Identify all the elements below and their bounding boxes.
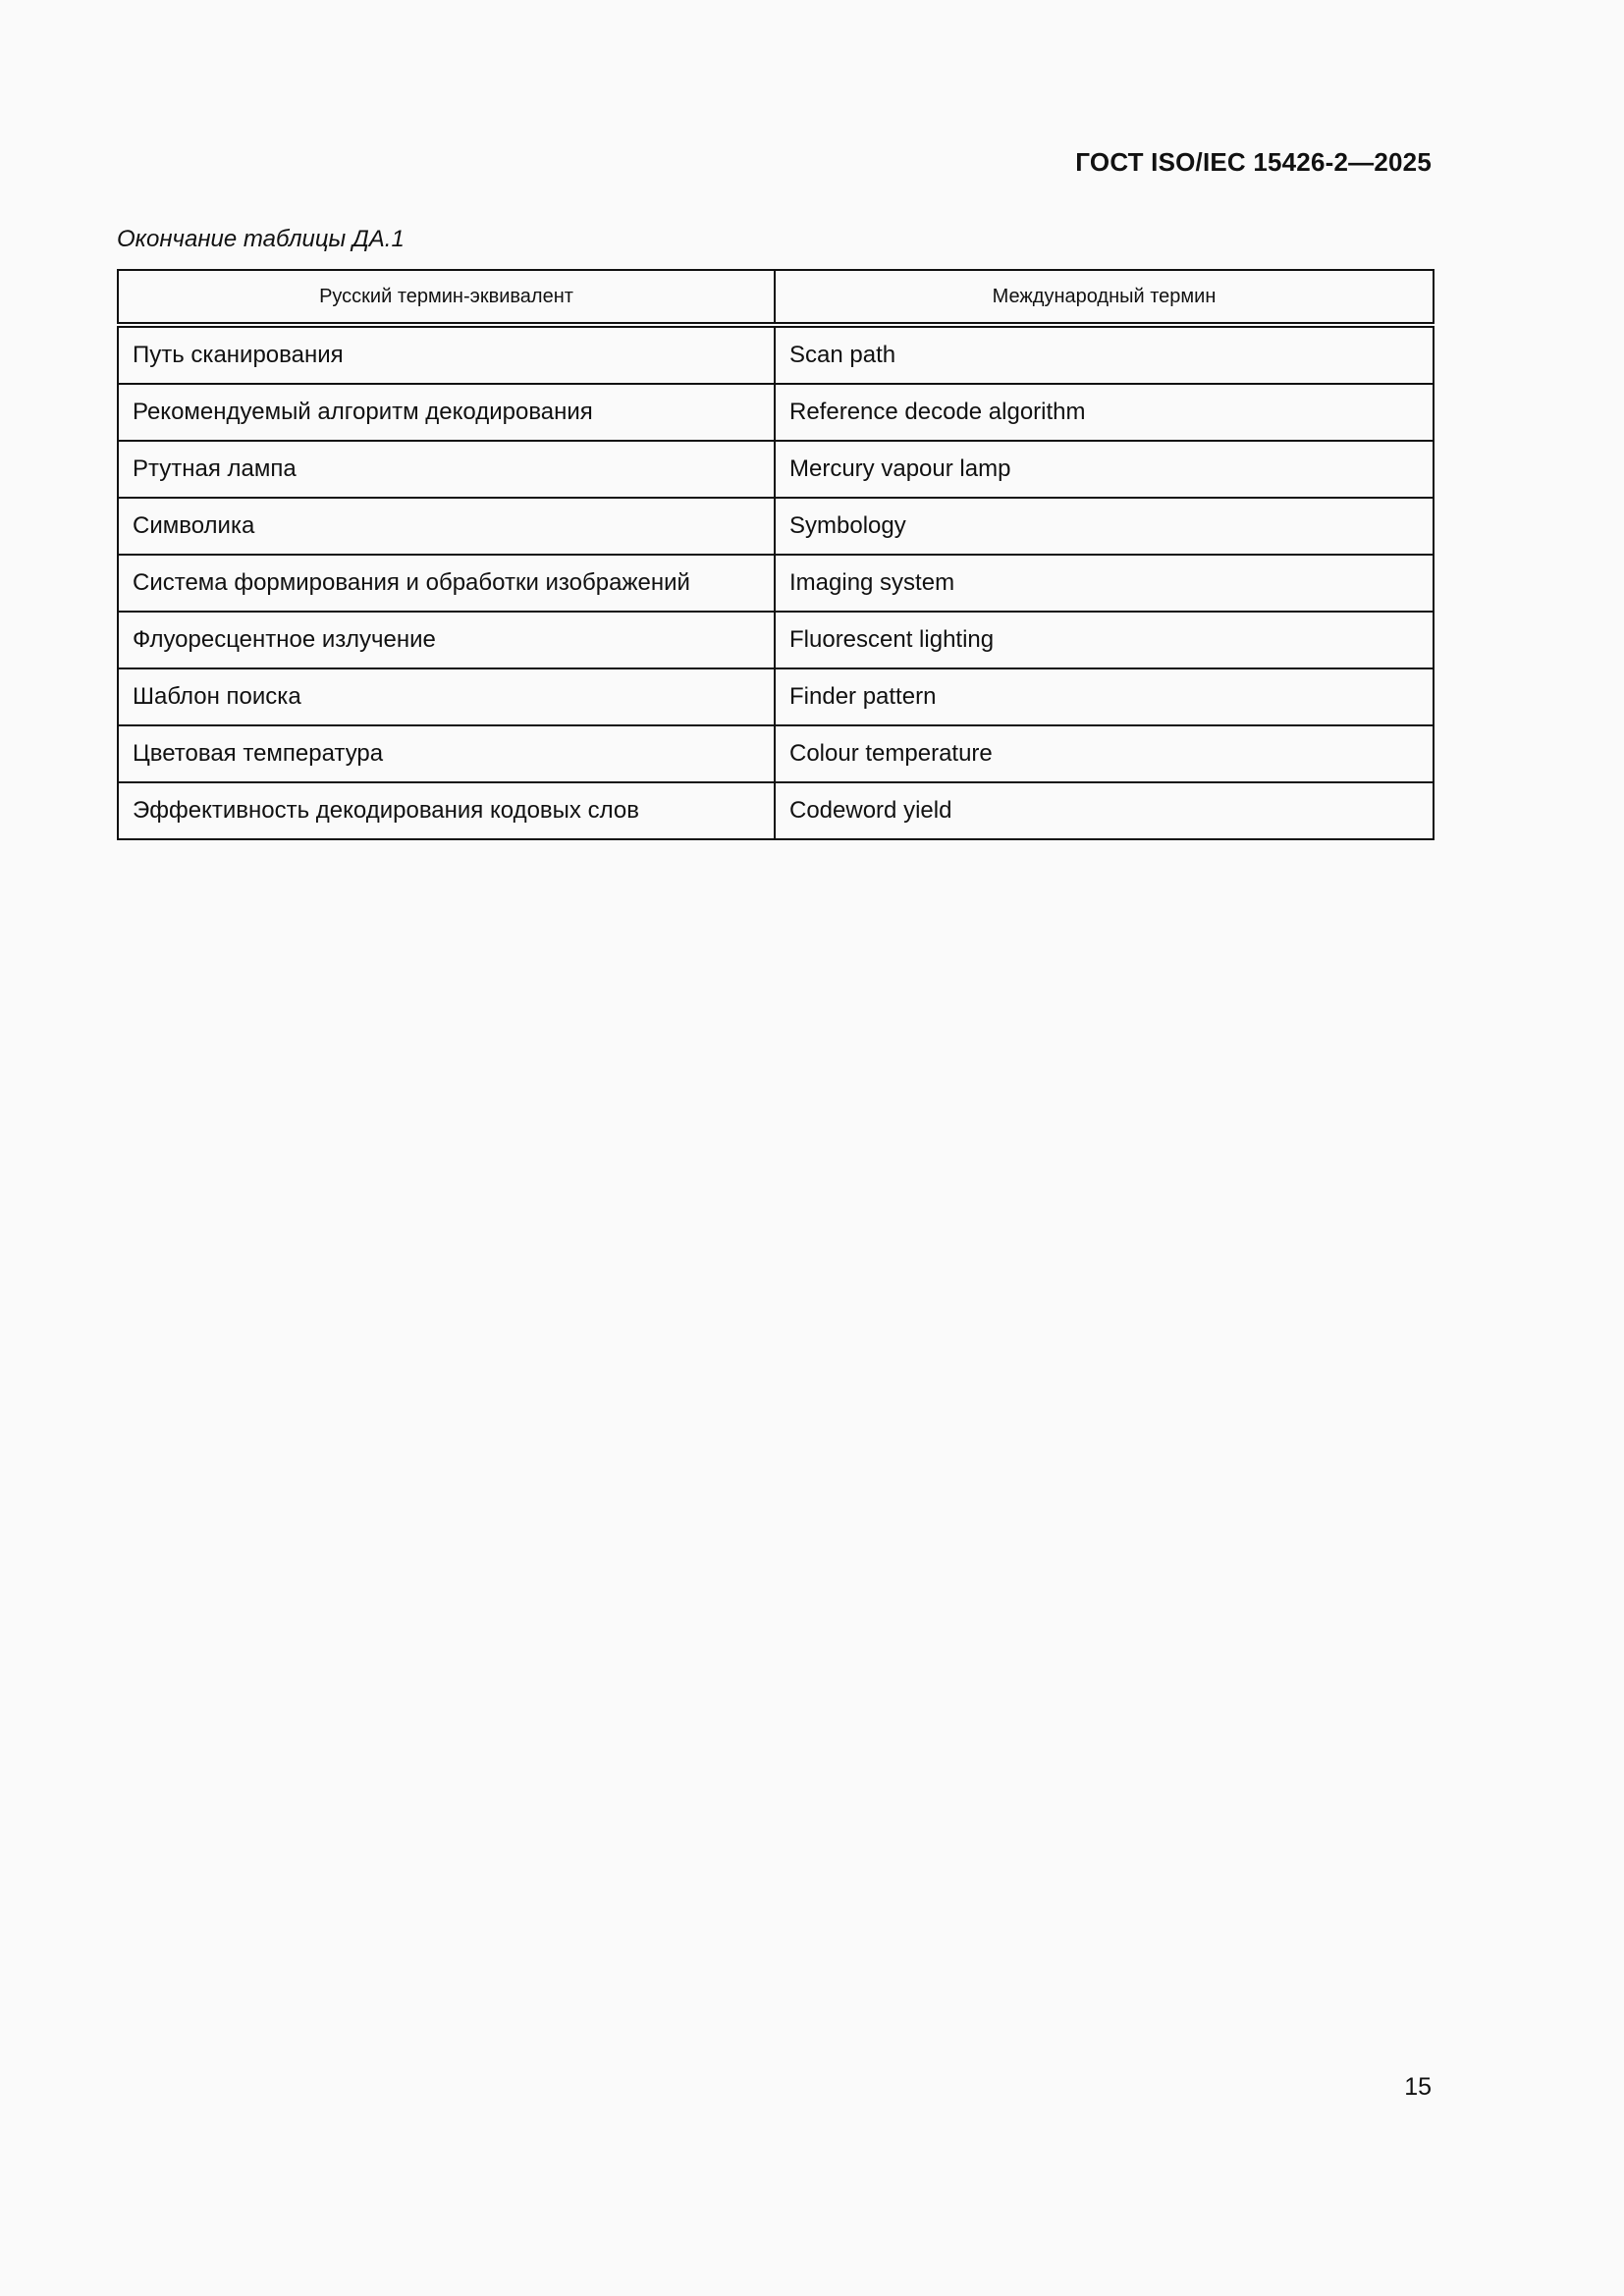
table-row — [118, 555, 1434, 612]
table-row — [118, 384, 1434, 441]
table-row — [118, 612, 1434, 668]
russian-term: Шаблон поиска — [118, 668, 775, 725]
document-header: ГОСТ ISO/IEC 15426-2—2025 — [1075, 147, 1432, 177]
table-row — [118, 725, 1434, 782]
column-header-russian: Русский термин-эквивалент — [118, 270, 775, 325]
international-term: Colour temperature — [775, 725, 1434, 782]
international-term: Reference decode algorithm — [775, 384, 1434, 441]
table-row — [118, 325, 1434, 384]
table-row — [118, 782, 1434, 839]
international-term: Symbology — [775, 498, 1434, 555]
russian-term: Рекомендуемый алгоритм декодирования — [118, 384, 775, 441]
table-row — [118, 441, 1434, 498]
table-row — [118, 668, 1434, 725]
russian-term: Флуоресцентное излучение — [118, 612, 775, 668]
russian-term: Цветовая температура — [118, 725, 775, 782]
table-header-row — [118, 270, 1434, 325]
terms-table — [117, 269, 1435, 840]
international-term: Mercury vapour lamp — [775, 441, 1434, 498]
international-term: Imaging system — [775, 555, 1434, 612]
column-header-international: Международный термин — [775, 270, 1434, 325]
russian-term: Путь сканирования — [118, 325, 775, 384]
russian-term: Система формирования и обработки изображений — [118, 555, 775, 612]
international-term: Fluorescent lighting — [775, 612, 1434, 668]
international-term: Codeword yield — [775, 782, 1434, 839]
international-term: Finder pattern — [775, 668, 1434, 725]
russian-term: Ртутная лампа — [118, 441, 775, 498]
russian-term: Символика — [118, 498, 775, 555]
page-number: 15 — [1404, 2073, 1432, 2101]
russian-term: Эффективность декодирования кодовых слов — [118, 782, 775, 839]
international-term: Scan path — [775, 325, 1434, 384]
table-row — [118, 498, 1434, 555]
table-caption: Окончание таблицы ДА.1 — [117, 226, 405, 252]
